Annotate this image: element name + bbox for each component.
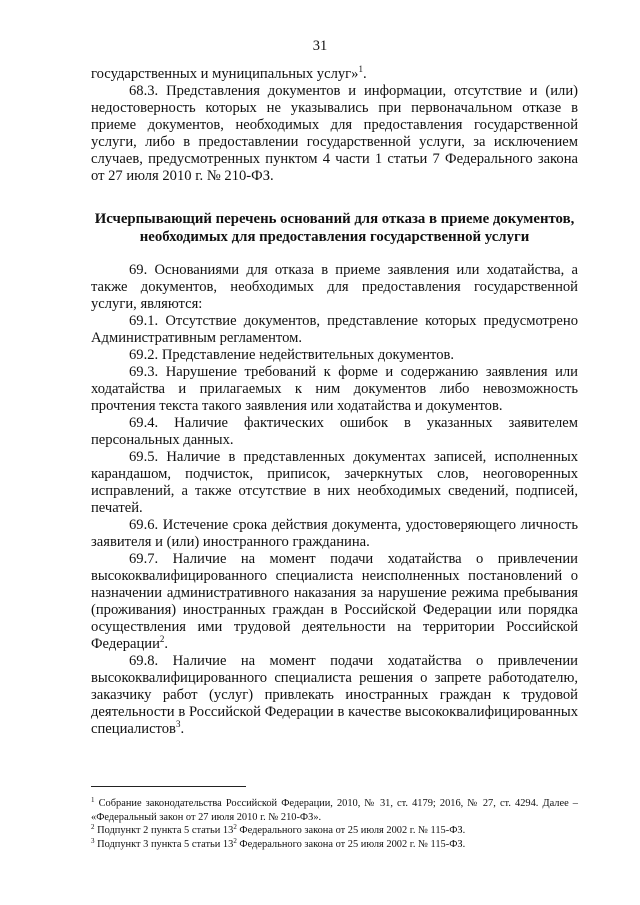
paragraph-69-5: 69.5. Наличие в представленных документах записей, исполненных карандашом, подчисток, приписок, зачеркнутых слов, неоговоренных исправлений, а также отсутствие в них необходимых сведений, подписей, печатей. (91, 449, 578, 516)
footnote-1-text: Собрание законодательства Российской Федерации, 2010, № 31, ст. 4179; 2016, № 27, ст. 4294. Далее – «Федеральный закон от 27 июля 2010 г. № 210-ФЗ». (91, 798, 578, 823)
paragraph-69-8: 69.8. Наличие на момент подачи ходатайства о привлечении высококвалифицированного специалиста решения о запрете работодателю, заказчику работ (услуг) привлекать иностранных граждан к трудовой деятельности в Российской Федерации в качестве высококвалифицированных специалистов$^3$. (91, 653, 578, 737)
footnote-3-text-b: Федерального закона от 25 июля 2002 г. № 115-ФЗ. (236, 838, 466, 850)
paragraph-69-1: 69.1. Отсутствие документов, представление которых предусмотрено Административным регламентом. (91, 313, 578, 346)
main-text-block (91, 262, 578, 738)
footnote-3-number: 3 (91, 836, 95, 845)
footnote-ref-1: 1 (358, 64, 363, 74)
paragraph-69-7: 69.7. Наличие на момент подачи ходатайства о привлечении высококвалифицированного специалиста неисполненных постановлений о назначении административного наказания за нарушение режима пребывания (проживания) иностранных граждан в Российской Федерации или порядка осуществления ими трудовой деятельности на территории Российской Федерации$^2$. (91, 551, 578, 652)
footnote-ref-2: 2 (159, 634, 165, 644)
footnote-3-text-a: Подпункт 3 пункта 5 статьи 13 (97, 838, 234, 850)
paragraph-69-6: 69.6. Истечение срока действия документа, удостоверяющего личность заявителя и (или) иностранного гражданина. (91, 517, 578, 550)
footnotes (91, 797, 578, 851)
footnote-ref-3: 3 (175, 719, 181, 729)
page-number: 31 (312, 38, 328, 54)
footnote-2-text-a: Подпункт 2 пункта 5 статьи 13 (97, 825, 234, 836)
footnote-2-text-b: Федерального закона от 25 июля 2002 г. № 115-ФЗ. (236, 825, 466, 836)
footnote-3 (91, 838, 578, 852)
footnote-2-sup: 2 (233, 823, 237, 831)
footnote-2 (91, 824, 578, 838)
paragraph-69-3: 69.3. Нарушение требований к форме и содержанию заявления или ходатайства и прилагаемых к ним документов либо невозможность прочтения текста такого заявления или ходатайства и документов. (91, 364, 578, 414)
paragraph-69-4: 69.4. Наличие фактических ошибок в указанных заявителем персональных данных. (91, 415, 578, 448)
section-heading: Исчерпывающий перечень оснований для отказа в приеме документов, необходимых для предоставления государственной услуги (94, 211, 575, 245)
continuation-text: государственных и муниципальных услуг» (91, 66, 359, 82)
paragraph-69: 69. Основаниями для отказа в приеме заявления или ходатайства, а также документов, необходимых для предоставления государственной услуги, являются: (91, 262, 578, 312)
paragraph-69-8-text: 69.8. Наличие на момент подачи ходатайства о привлечении высококвалифицированного специалиста решения о запрете работодателю, заказчику работ (услуг) привлекать иностранных граждан к трудовой деятельности в Российской Федерации в качестве высококвалифицированных специалистов (91, 653, 578, 737)
footnote-separator (91, 786, 246, 787)
continuation-line: государственных и муниципальных услуг»$^1$. (91, 64, 367, 82)
footnote-1 (91, 797, 578, 824)
footnote-1-number: 1 (91, 796, 95, 804)
top-text-block (91, 66, 578, 185)
footnote-2-number: 2 (91, 823, 95, 831)
paragraph-69-2: 69.2. Представление недействительных документов. (129, 347, 455, 363)
footnote-3-sup: 2 (233, 836, 237, 845)
paragraph-69-7-text: 69.7. Наличие на момент подачи ходатайства о привлечении высококвалифицированного специалиста неисполненных постановлений о назначении административного наказания за нарушение режима пребывания (проживания) иностранных граждан в Российской Федерации или порядка осуществления ими трудовой деятельности на территории Российской Федерации (91, 551, 578, 652)
paragraph-68-3: 68.3. Представления документов и информации, отсутствие и (или) недостоверность которых не указывались при первоначальном отказе в приеме документов, необходимых для предоставления государственной услуги, либо в предоставлении государственной услуги, за исключением случаев, предусмотренных пунктом 4 части 1 статьи 7 Федерального закона от 27 июля 2010 г. № 210-ФЗ. (91, 83, 578, 184)
